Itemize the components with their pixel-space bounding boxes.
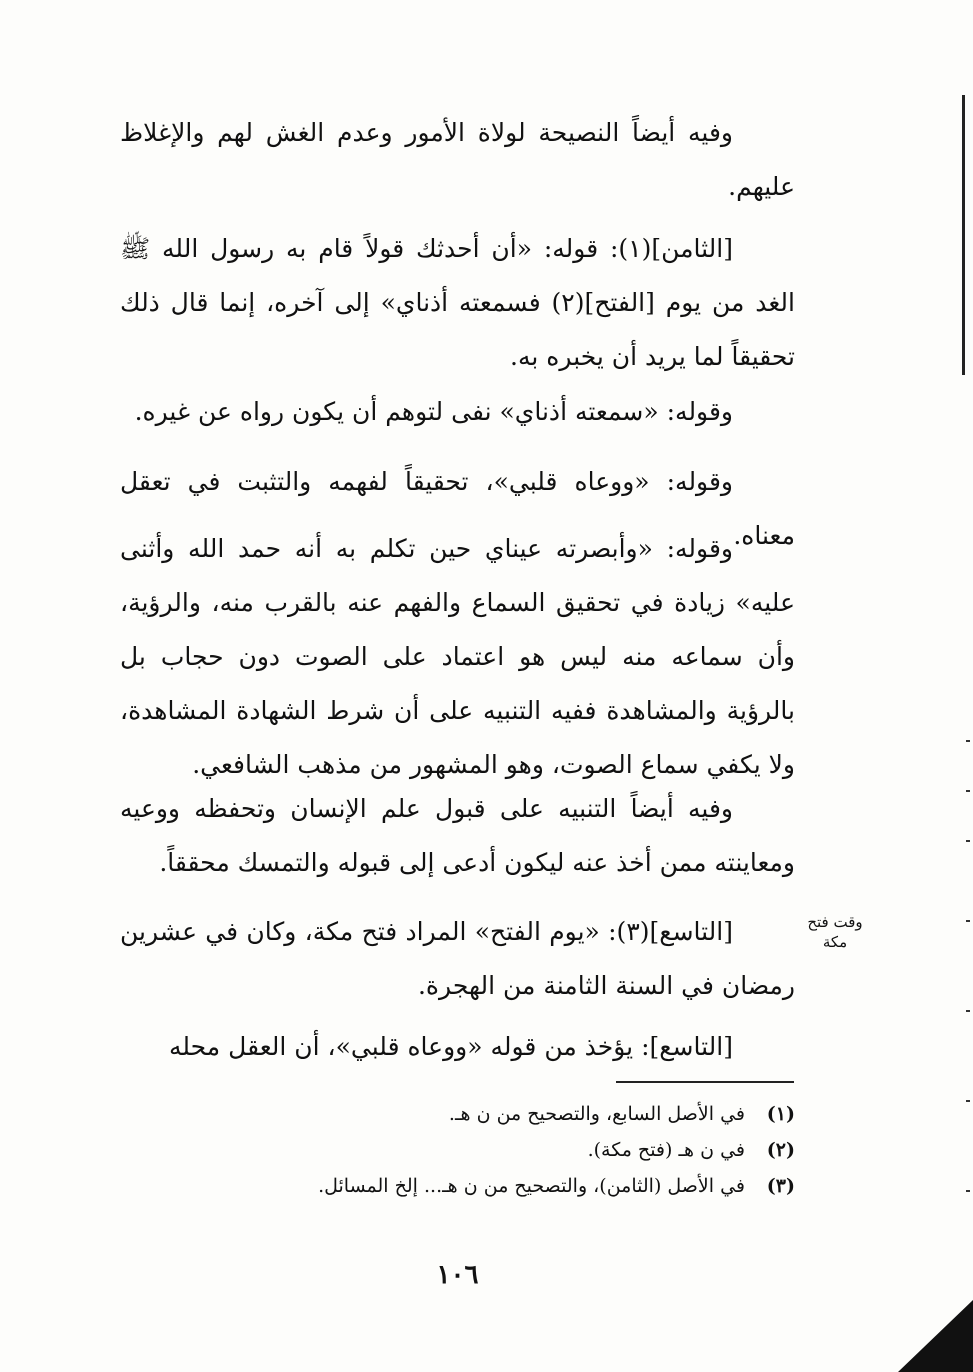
page-number: ١٠٦	[436, 1260, 479, 1290]
scan-edge-tick	[966, 920, 970, 922]
paragraph-understood: وقوله: «ووعاه قلبي»، تحقيقاً لفهمه والتثبت في تعقل معناه.	[120, 467, 795, 550]
margin-note: وقت فتح مكة	[807, 913, 863, 951]
footnote-number: (٢)	[766, 1139, 795, 1161]
footnote-number: (٣)	[766, 1175, 795, 1197]
footnote-divider	[616, 1081, 794, 1083]
paragraph-ninth-aql: [التاسع]: يؤخذ من قوله «ووعاه قلبي»، أن العقل محله	[168, 1032, 733, 1061]
paragraph-saw: وقوله: «وأبصرته عيناي حين تكلم به أنه حمد الله وأثنى عليه» زيادة في تحقيق السماع والفهم عنه بالقرب منه، والرؤية، وأن سماعه منه ليس هو اعتماد على الصوت دون حجاب بل بالرؤية والمشاهدة ففيه التنبيه على أن شرط الشهادة المشاهدة، ولا يكفي سماع الصوت، وهو المشهور من مذهب الشافعي.	[120, 534, 795, 779]
scan-edge-tick	[966, 1190, 970, 1192]
footnote-text: في الأصل السابع، والتصحيح من ن هـ.	[448, 1103, 745, 1125]
footnote-item	[155, 1096, 795, 1132]
footnote-item	[155, 1132, 795, 1168]
paragraph-nasiha: وفيه أيضاً النصيحة لولاة الأمور وعدم الغش لهم والإغلاظ عليهم.	[120, 118, 795, 201]
footnote-text: في ن هـ (فتح مكة).	[587, 1139, 745, 1161]
scan-edge-tick	[966, 840, 970, 842]
footnote-text: في الأصل (الثامن)، والتصحيح من ن هـ... إلخ المسائل.	[318, 1175, 745, 1197]
footnote-number: (١)	[766, 1103, 795, 1125]
scan-edge-tick	[966, 1100, 970, 1102]
paragraph-ninth: [التاسع](٣): «يوم الفتح» المراد فتح مكة، وكان في عشرين رمضان في السنة الثامنة من الهجرة.	[120, 917, 795, 1000]
paragraph-heard: وقوله: «سمعته أذناي» نفى لتوهم أن يكون رواه عن غيره.	[134, 397, 733, 426]
scan-edge-tick	[966, 790, 970, 792]
page-corner-shadow	[898, 1300, 973, 1372]
footnotes	[155, 1096, 795, 1204]
footnote-item	[155, 1168, 795, 1204]
scan-edge-tick	[966, 1010, 970, 1012]
paragraph-eighth: [الثامن](١): قوله: «أن أحدثك قولاً قام به رسول الله ﷺ الغد من يوم [الفتح](٢) فسمعته أذناي» إلى آخره، إنما قال ذلك تحقيقاً لما يريد أن يخبره به.	[120, 234, 795, 371]
paragraph-acceptance: وفيه أيضاً التنبيه على قبول علم الإنسان وتحفظه ووعيه ومعاينته ممن أخذ عنه ليكون أدعى إلى قبوله والتمسك محققاً.	[120, 794, 795, 877]
scan-edge-tick	[966, 740, 970, 742]
scan-edge-mark	[962, 95, 965, 375]
